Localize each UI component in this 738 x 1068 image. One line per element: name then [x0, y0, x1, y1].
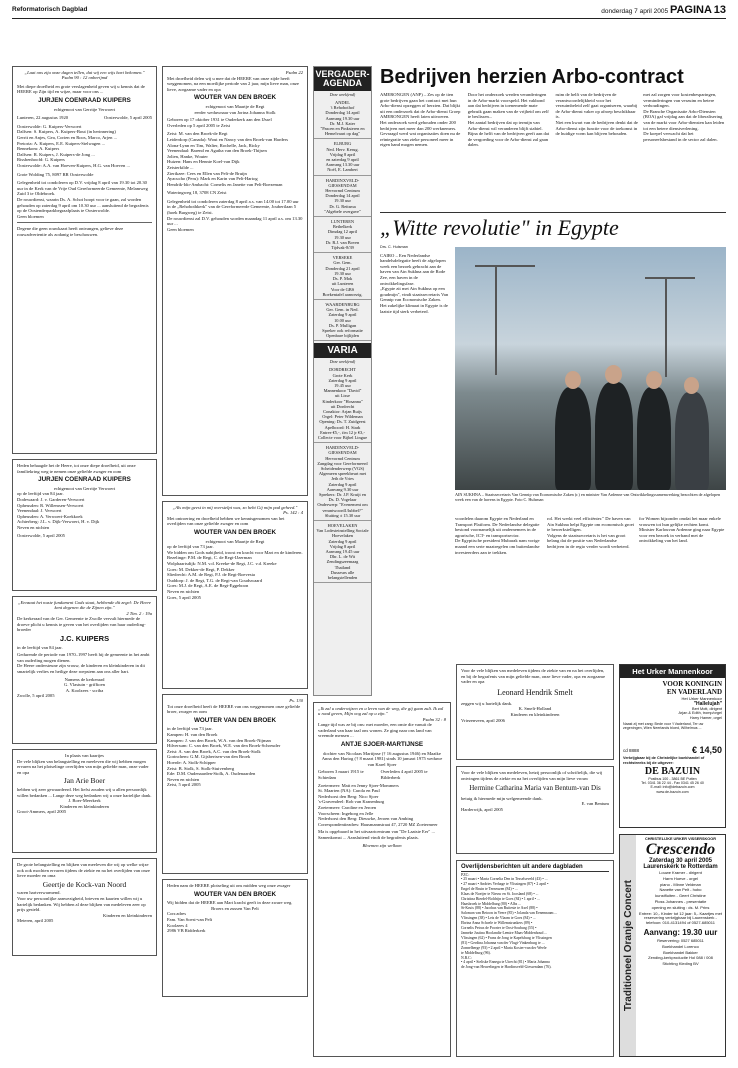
ad-line: kunstfluiten - Geert Christine: [655, 893, 706, 899]
age: in de leeftijd van 84 jaar.: [17, 644, 63, 650]
article-col: AMERONGEN (ANP) – Zes op de tien grote bedrijven gaan het contract met hun Arbo-dienst opzeggen of herzien. Dat blijkt uit een onderzoek dat de Arbo-dienst Groep AMERONGEN heeft laten uitvoeren. Het onderzoek werd gehouden onder 200 bedrijven met meer dan 200 werknemers. Gevraagd werd wat organisaties doen nu de reïntegratie van zieke personeel meer in eigen hand mogen nemen.: [380, 92, 461, 148]
ad-body: Heden behaagde het de Heere, tot onze diepe droefheid, uit onze familiekring weg te nemen onze geliefde zwager en oom: [17, 463, 136, 474]
died: Overleden 4 april 2005 te Bilderberk: [380, 769, 428, 780]
date-place: Groot-Ammers, april 2005: [17, 809, 67, 815]
deceased-name: Hermine Catharina Maria van Bentum-van Dis: [469, 784, 601, 793]
varia-subtitle: Deze week(end): [329, 359, 356, 365]
date-place: Oosterwolde, 5 april 2005: [17, 532, 65, 538]
person: [555, 387, 591, 490]
obituary-list-row: Vlissingen (38) • Leis de Vlaam te Goes (84) • ...: [461, 916, 536, 921]
obituary-list-row: te Middelburg (96).: [461, 950, 491, 955]
died: Oosterwolde, 5 april 2005: [104, 115, 152, 121]
family-list: Oosterwolde: G. Kuipers-Verwoert Dalfsen: S. Kuipers, A. Kuipers-Bout (in herinnering) Gerrit en Anjes, Gea, Corien en Roos, Marco, Arjen ... Pretoria: A. Kuipers, E.E. Kuipers-Stelwagen ... Bennekom: A. Kuipers Dalfsen: R. Kuipers, J. Kuipers-de Jong ... Rissbenhoofd: G. Kuipers Oosterwolde: A.A. van Hoeven-Kuipers, H.G. van Hoeven ...: [17, 123, 130, 168]
born: Geboren 3 maart 1915 te Schiedam: [318, 769, 364, 780]
age: op de leeftijd van 84 jaar.: [17, 491, 64, 497]
born: Lunteren, 22 augustus 1920: [17, 115, 69, 121]
date-place: Vriezenveen, april 2006: [461, 717, 505, 723]
ad-top: CHRISTELIJKE URKER VISSERSKOOR: [645, 837, 716, 841]
article-egypte-lead: [380, 245, 450, 511]
ad-side-title: Traditioneel Oranje Concert: [622, 879, 634, 1012]
quote-ref: Ps. 142 : 4: [283, 510, 303, 516]
deceased-name: ANTJE SJOER-MARTIJNSE: [340, 741, 424, 748]
page-number: 13: [713, 4, 726, 16]
ad-line2: EN VADERLAND: [666, 688, 722, 696]
page-header: [12, 4, 726, 19]
person: [675, 392, 709, 490]
ad-subtitle: dochter van Nicolaas Martijnse († 16 augustus 1946) en Maaike Anna den Hartog († 8 maart 1981) sinds 10 januari 1975 weduwe van Karel Sjoer: [321, 750, 443, 767]
address: Grote Wolding 75, 8097 RR Oosterwolde: [17, 171, 94, 177]
thank-you-ad-smelt: [456, 664, 614, 760]
obituary-ad-van-den-broek-2: [162, 501, 308, 689]
quote: „Als mijn geest in mij overstelpt was, zo hebt Gij mijn pad geheed.": [172, 505, 298, 510]
web: E-mail: info@debazuin.com www.de-bazuin.com: [650, 785, 695, 794]
article-egypte-body: [455, 516, 726, 656]
ad-line3: Het Urker Mannenkoor: [681, 696, 722, 701]
quote-ref: Psalm 32 : 8: [422, 716, 446, 722]
ad-text: betuig ik hiermede mijn welgemeende dank.: [461, 795, 543, 801]
family-list: Zeist: M. van den Broek-de Regt Leiderdorp (Canada): Wout en Nancy van den Broek-van Harders Alona-Lynn en Tim, Walter, Rochelle, Jack, Ricky Veenendaal: Barend en Agatha van den Broek-Thijsen Jolien, Hanke, Wouter Huizen: Hans en Hennie Koel-van Dijk Zeisterkilde ... Zierikzee: Cees en Ellen van Pelt-de Bruijn Ayacucho (Peru): Mark en Karin van Pelt-Hartog Hendrik-Ido-Ambacht: Cornelis en Janette van Pelt-Boezeman: [167, 131, 288, 187]
quote-ref: Psalm 22: [285, 70, 303, 75]
article-col: rol. Het werkt veel efficiënter." De haven van Ain Sukhna helpt Egypte om economisch groei te bewerkstelligen. Volgens de staatssecretaris is het van groot belang dat de positie van Nederlandse bedrijven in de regio verder wordt verbeterd.: [547, 516, 635, 549]
obituary-list-row: • 4 april • Sieliske Ennega te Utrecht (81) • Maria Johanna: [461, 960, 550, 965]
signed: Broers en zussen Van Pelt: [211, 905, 259, 911]
ad-line: Aanvang: 19.30 uur: [643, 927, 718, 937]
signed: Namens de kerkeraad G. Vlastuin - griffioen A. Koolzees - scriba: [64, 676, 105, 693]
varia-list: [314, 365, 371, 583]
shop-info: Verkrijgbaar bij de Christelijke boekhandel of rechtstreeks bij de uitgever:: [623, 756, 705, 765]
obituary-list-row: de Jong-van Heuvelingen te Hardinxveld-Giessendam (76).: [461, 965, 552, 970]
deceased-name: WOUTER VAN DEN BROEK: [193, 890, 277, 898]
family-list: Kampen: H. van den Broek Kampen: J. van den Broek, W.A. van den Broek-Nijman Hilversum: C. van den Broek, W.E. van den Broek-Schreuder Zeist: A. van den Broek, A.C. van den Broek-Stolk Gorinchem: G.M. Gijsbertsen-van den Broek Hoerde: A. Stolk-Schipper Zeist: B. Stolk, S. Stolk-Stuivenberg Ede: D.M. Oudenaarden-Stolk, A. Oudenaarden Neven en nichten: [167, 731, 281, 782]
deceased-name: WOUTER VAN DEN BROEK: [193, 94, 277, 102]
deceased-name: JURJEN COENRAAD KUIPERS: [38, 97, 131, 104]
ad-text: Gedurende de periode van 1970–1997 heeft hij de gemeente in het ambt van ouderling mogen dienen. De Heere ondersteune zijn vrouw, de kinderen en kleinkinderen in dit smartelijk verlies en heilige deze roepstem aan ons aller hart.: [17, 652, 150, 674]
issue-date: donderdag 7 april 2005: [601, 8, 669, 15]
ad-line: opening en sluiting : ds. M. Prins: [651, 904, 710, 910]
dates-row: [17, 115, 152, 121]
note: Bloemen zijn welkom: [362, 842, 402, 848]
ad-body: Voor de vele blijken van medeleven tijdens de ziekte van en na het overlijden, en bij de begrafenis van mijn geliefde man, onze lieve vader, opa en zorgzame vader en opa: [461, 668, 605, 685]
obituary-list-row: Zonnelberge (93) • 2 april • Maria Koster-van der Weele: [461, 945, 547, 950]
quote-ref: 2 Tim. 2 : 19a: [126, 610, 152, 616]
byline: Drs. C. Hulsman: [380, 245, 408, 249]
ad-date: Zaterdag 30 april 2005: [648, 858, 713, 864]
signed: E. van Bentum: [581, 801, 609, 807]
deceased-name: JURJEN COENRAAD KUIPERS: [38, 476, 131, 484]
signed: K. Smelt-Holland Kinderen en kleinkinderen: [510, 706, 560, 717]
ad-body: Met ontroering en droefheid hebben we kennisgenomen van het overlijden van onze geliefde zwager en oom: [167, 515, 285, 527]
ad-line: Louwe Kramer - dirigent: [659, 870, 702, 875]
ad-text: waren hartverwarmend. Voor uw persoonlijke aanwezigheid, brieven en kaarten willen wij u hartelijk bedanken. Wij hebben al deze blijken van medeleven zeer op prijs gesteld.: [17, 890, 146, 913]
ad-body: Met diepe droefheid en grote verslagenheid geven wij u kennis dat de HEERE op Zijn tijd en wijze, maar voor ons ...: [17, 83, 145, 95]
family-list: Dodewaard: J. v. Garderen-Verwoert Opheusden: R. Willemsen-Verwoert Veenendaal: J. Verwoert Opheusden: A. Verwoert-Koekkoek Achterberg: J.L. v. Dijk-Verwoert, H. v. Dijk Neven en nichten: [17, 496, 100, 530]
deceased-name: Jan Arie Boer: [63, 776, 106, 786]
ad-body: De kerkeraad van de Ger. Gemeente te Zwolle vervult hiermede de droeve plicht u kennis te geven van het overlijden van haar ouderling-broeder: [17, 616, 146, 633]
ad-line: piano - Minne Veldman: [660, 881, 701, 887]
agenda-item: WAARDENBURG Ger. Gem. in Ned. Zaterdag 9 april 10.00 uur Ds. P. Mulligan Spreker ook reformatie Openbare bijlijden: [314, 300, 371, 341]
article-col: ruim de helft van de bedrijven de verantwoordelijkheid voor het verzuimbeleid zelf gaat organiseren, waarbij de Arbo-dienst vaker op afroep beschikbaar is. Niet een kwart van de bedrijven denkt dat de Arbo-dienst zijn functie voor de toekomst in de huidige vorm kan blijven behouden.: [555, 92, 638, 137]
born: Geboren op 17 oktober 1931 te Ouderkerk aan den IJssel: [167, 117, 272, 123]
obituary-list-row: N.R.C:: [461, 955, 472, 960]
page-info: [601, 4, 726, 16]
ad-line: Stichting Kleding BV: [662, 961, 699, 967]
ad-body: Heden nam de HEERE plotseling uit ons midden weg onze zwager: [167, 883, 291, 888]
agenda-sidebar: [313, 66, 372, 696]
mannenkoor-ad: [619, 664, 726, 828]
ad-body: Met droefheid delen wij u mee dat de HEERE van onze zijde heeft weggenomen, na een moeilijke periode van 2 jaar, mijn lieve man, onze lieve, zorgzame vader en opa: [167, 75, 299, 92]
ad-line: Zending-kerkproductie Hol 088 / 008: [648, 955, 713, 961]
ad-text: We bidden om Gods nabijheid, troost en kracht voor Mart en de kinderen.: [167, 549, 303, 555]
deceased-name: Geertje de Kock-van Noord: [42, 879, 127, 889]
ad-body: Lange tijd was ze bij ons: met moeder, een omie die vanuit de vaderland van haar taal ons wonen. Ze ging naar ons land van vreemde mensen ...: [318, 722, 432, 739]
date-place: Meteren, april 2005: [17, 918, 54, 924]
ad-title: Crescendo: [645, 841, 716, 858]
date-place: Zeist, 5 april 2005: [167, 782, 201, 788]
ad-line1: VOOR KONINGIN: [662, 680, 722, 688]
article-photo: [455, 247, 726, 490]
overlijdensberichten-box: [456, 860, 614, 1057]
article-col: CAIRO – Een Nederlandse handelsdelegatie heeft de afgelopen week een bezoek gebracht aan de haven van Ain Sukhna aan de Rode Zee, een haven in de ontwikkelingsfase. „Egypte zit met Ain Sukhna op een goudmijn", vindt staatssecretaris Van Gennip van Economische Zaken. Het zakelijke klimaat in Egypte is de laatste tijd sterk verbeterd.: [380, 252, 449, 314]
obituary-list-row: Engel de Bruin te Terneuzen (84) • ...: [461, 886, 518, 891]
agenda-subtitle: Deze week(end): [329, 92, 356, 97]
ad-banner: Het Urker Mannenkoor: [620, 665, 725, 678]
note: Degene die geen rouwkaart heeft ontvangen, gelieve deze rouwadvertentie als zodanig te beschouwen.: [17, 226, 124, 237]
obituary-ad-1: [12, 66, 157, 454]
varia-title: VARIA: [314, 343, 371, 358]
agenda-list: [314, 98, 371, 341]
deceased-name: WOUTER VAN DEN BROEK: [193, 529, 277, 536]
phone: Tel. 0341 36 22 44 - Fax 0341 45 26 40: [641, 781, 704, 786]
obituary-ad-3: [12, 596, 157, 744]
deceased-name: J.C. KUIPERS: [59, 634, 110, 643]
article-headline: Bedrijven herzien Arbo-contract: [380, 66, 684, 88]
box-subtitle: PZC:: [461, 872, 470, 877]
obituary-list-row: Ebrina Anna Schoele te Willemstrunkers (89) •: [461, 921, 533, 926]
date-place: Zwolle, 5 april 2005: [17, 693, 55, 699]
ad-subtitle: echtgenoot van Gerritje Verwoert: [53, 106, 116, 112]
person: [595, 382, 633, 490]
thank-you-ad-van-bentum: [456, 766, 614, 854]
ad-subtitle: echtgenoot van Gerritje Verwoert: [53, 485, 116, 491]
ad-body: De vele blijken van belangstelling en meeleven die wij hebben mogen ervaren na het plotselinge overlijden van mijn geliefde man, onze vader en opa: [17, 758, 149, 775]
agenda-item: ELBURG Ned. Herv. Kerug. Vrijdag 8 april en zaterdag 9 april Aanvang 13.30 uur Noël, E. Lambert: [314, 139, 371, 175]
varia-item: HARDINXVELD-GIESSENDAM Hervormd Centrum Zangdag voor Gereformeerd Scheidenderwerp (VGS) Algemeen spreekbeurt met Jeth de Vries Zaterdag 9 april Aanvang 9.30 uur Sprekers: Dr. J.P. Kruijt en Ds. D. Vogelaar Onderwerp: "Evenement om verantwoord1/lubbel?" Sluiting ± 15.30 uur: [314, 443, 371, 521]
column-1: [12, 66, 157, 956]
age: in de leeftijd van 73 jaar.: [167, 726, 213, 732]
obituary-list-row: (81) • Gerdina Johanna van der Vlugt-Vinkenburg te ...: [461, 940, 545, 945]
obituary-list-row: St-Kruis (88) • Jacobus van Ruiteste te Axel (88) •: [461, 906, 538, 911]
details: Gelegenheid tot condoleren op D.V. vrijdag 8 april van 19.30 tot 20.30 uur in de Kerk van de Vrije Oud Gereformeerde Gemeente, Melamweg Zuid 3 te Oldebroek. De rouwdienst, waarin Ds. A. Schot hoopt voor te gaan, zal worden gehouden op zaterdag 9 april om 10.30 uur ... aansluitend de begrafenis op de Oostenderparkbegraafplaats te Oosterwolde. Geen bloemen: [17, 180, 149, 219]
order-code: cd 8888: [623, 747, 640, 753]
varia-item: DORDRECHT Grote Kerk Zaterdag 9 april 19.45 uur Mannenkoor "David" uit Lisse Kinderkoor "Hosanna" uit Dordrecht Conaktor: Arjan Ruijs Orgel: Peter Wildeman Opening: Ds. T. Zuidgeest Apelboord: H. Stark Entree €5,-, t/m 12 jr €3,- Collecte voor Bijbel Lingue: [314, 365, 371, 443]
deceased-name: WOUTER VAN DEN BROEK: [193, 716, 277, 724]
obituary-ad-van-den-broek-3: [162, 694, 308, 874]
age: op de leeftijd van 73 jaar.: [167, 544, 214, 550]
obituary-ad-sjoer: [313, 702, 451, 1057]
newspaper-name: Reformatorisch Dagblad: [12, 6, 88, 13]
crescendo-ad: [619, 834, 726, 1057]
price: € 14,50: [691, 745, 722, 756]
ad-lines: [638, 871, 723, 967]
obituary-ad-van-den-broek-1: [162, 66, 308, 496]
quote-ref: Ps. 130: [289, 698, 303, 703]
article-arbo: [380, 66, 726, 204]
quote: „Eenzaat het nuste fundament Gods staat, hebbende dit zegel: De Heere kent degenen die de Zijnen zijn.": [17, 600, 152, 611]
ad-body: Tot onze droefheid heeft de HEERE van ons weggenomen onze geliefde broer, zwager en oom: [167, 703, 301, 715]
agenda-item: ANDEL 't Rehobothof Donderdag 14 april Aanvang 19.30 uur Dr. M.J. Kater "Pascen en Pinksteren en Hemelvaart op dag": [314, 98, 371, 139]
address: Postbus 100 - 3861 BE Putten: [648, 777, 697, 782]
ad-line: Boekhandel Lorenco: [662, 943, 699, 949]
article-col: met zal zorgen voor kostenbesparingen, verminderingen van verzuim en betere verhoudingen. De Branche Organisatie Arbo-Diensten (BOA) gaf vrijdag aan dat de liberalisering van de markt voor Arbo-diensten kan leiden tot een betere dienstverlening. De koepel verwacht dat het personeelsbestand in de sector zal dalen.: [643, 92, 725, 142]
column-2: [162, 66, 308, 997]
obituary-ad-van-den-broek-4: [162, 879, 308, 997]
signed: Kinderen en kleinkinderen: [103, 912, 152, 918]
port-crane: [495, 265, 497, 375]
obituary-ad-2: [12, 459, 157, 591]
article-col: voordelen daarom Egypte en Nederland en Transport Platform. De Nederlandse delegatie bestond voornamelijk uit ondernemers in de agrarische, ICT- en transportsector. De Egyptische president Mubarak nam vorige maand een serie maatregelen om buitenlandse investeerders aan te trekken.: [455, 516, 540, 555]
ad-intro: In plaats van kaartjes: [65, 753, 104, 758]
article-col: Door het onderzoek werden veranderingen in de Arbo-markt voorspeld. Het vakbond aan dat bedrijven in toenemende mate gebruik gaan maken van de vrijheid om zelf te beslissen... Het aantal bedrijven dat op termijn van Arbo-dienst wil veranderen blijft stabiel. Bijna de helft van de bedrijven geeft aan dat de vergoeding voor de Arbo-dienst zal gaan dalen.: [467, 92, 550, 148]
family-list: Bezelinge: P.M. de Regt, C. de Regt-IJzerman Wolphaartsdijk: N.M. v.d. Kreeke-de Regt, J.C. v.d. Kreeke Goes: M. Dekker-de Regt, P. Dekker Sliedrecht: A.M. de Regt, P.J. de Regt-Roevesta Ouddorp: J. de Regt, T.G. de Regt-van Goudswaard Goes: M.J. de Regt, A.E. de Regt-Eggeboon Neven en nichten: [167, 555, 277, 594]
brand-logo: DE BAZUIN: [644, 766, 701, 778]
ad-text: Ma is opgebaard in het uitvaartcentrum van "De Laatste Eer" ... Samenkomst ... Aansluitend vindt de begrafenis plaats.: [318, 829, 435, 840]
date-place: Harderwijk, april 2005: [461, 806, 503, 812]
date-place: Goes, 5 april 2005: [167, 594, 201, 600]
obituary-list: [461, 877, 609, 970]
family-list: Zoetermeer: Matt en Jenny Sjoer-Mommers St. Maarten (NA): Carola en Paul Nederhorst den Berg: Nico Sjoer 's-Gravendeel: Rob van Kranenburg Zoetermeer: Caroline en Jeroen Voorscheen: Ingeborg en Jelle Nederhorst den Berg: Dieuwke, Jeroen van Ambing Correspondentieadres: Hausmannstraat 47, 2720 MZ Zoetermeer: [318, 782, 438, 827]
ad-text: zeggen wij u hartelijk dank.: [461, 700, 513, 706]
deceased-name: Leonard Hendrik Smelt: [497, 687, 573, 697]
ad-body: Voor de vele blijken van medeleven, hetzij persoonlijk of schriftelijk, die wij ontvingen tijdens de ziekte en na het overlijden van mijn lieve vrouw: [461, 770, 603, 781]
obituary-list-row: Christina Bierdel-Boldrijn te Goes (84) • 1 april • ...: [461, 896, 540, 901]
article-body: [380, 92, 726, 204]
ad-small: Naast zij met zang: Bede voor 't Vaderland, Ter uw zegeningen, Wien Neerlands bloed, Wilhelmus ...: [623, 722, 704, 731]
agenda-item: LUNTEREN Bethelkerk Dinsdag 12 april 19.30 uur Dr. R.J. van Boven Tijdvak-8/39: [314, 217, 371, 253]
article-col: for Women bijzonder omdat het maar enkele vrouwen tot hun gelijke rechten komt. Minister Karlouvan Ardenne ging naar Egypte voor een bezoek in verband met de ontwikkeling van het land.: [639, 516, 725, 544]
ad-text: Wij bidden dat de HEERE aan Mart kracht geeft in deze zware weg.: [167, 900, 293, 906]
ad-line: Boekhandel Bakker: [663, 949, 698, 955]
thank-you-ad-1: [12, 749, 157, 853]
ad-line: Nanette van Pelt - hobo: [659, 887, 702, 893]
person: [637, 387, 671, 490]
address: Corr.adres Fam. Van Soest-van Pelt Koolzees 4 2986 VB Ridderkerk: [167, 911, 213, 934]
ad-subtitle: echtgenoot van Maartje de Regt: [205, 538, 265, 544]
ad-line4: "Hallelujah": [693, 701, 722, 707]
ad-line: Harm Hoeve - orgel: [663, 875, 698, 881]
article-headline: „Witte revolutie" in Egypte: [380, 215, 619, 240]
obituary-list-row: Cornelis Petrus de Poorter te Oost-Souburg (55) •: [461, 926, 537, 931]
agenda-item: HARDINXVELD-GIESSENDAM Hervormd Centrum Donderdag 14 april 19.30 uur Dr. G. Reitsma "Algebele overgave": [314, 176, 371, 217]
ad-line: Entree: 10,- Kinder tot 12 jaar: 5,- Kaartjes met reservering verkrijgbaar bij Laurenskerk - telefoon: 010-4131494 of 0527-685011: [639, 910, 722, 926]
varia-item: HOEVELAKEN Van Lodesteinstelling Sociale Hoevelaken Zaterdag 9 april Vrijdag 8 april Aanvang 19.45 uur Dhr. L. de Wit Zendingszeemaag Thailand Dusseurs alle belangstellenden: [314, 521, 371, 583]
ad-subtitle: echtgenoot van Maartje de Regt eerder weduwnaar van Jorina Johanna Stolk: [194, 103, 276, 115]
ad-line: Reservering: 0527 685011: [657, 937, 704, 943]
article-egypte: [380, 212, 726, 240]
obituary-list-row: Salomon van Betoon in Veere (85) • Jolanda van Eenennaam ...: [461, 911, 558, 916]
obituary-list-row: Klaas de Noeijer te Nieuw en St. Joosland (68) • ...: [461, 891, 539, 896]
ad-venue: Laurenskerk te Rotterdam: [643, 864, 718, 870]
ad-body: De grote belangstelling en blijken van meeleven die wij op welke wijze ook ook mochten ervaren tijdens de ziekte en na het overlijden van onze lieve moeder en oma: [17, 862, 150, 879]
ad-line: Ploss Johannes - presentatie: [654, 898, 707, 904]
photo-caption: AIN SUKHNA – Staatssecretaris Van Gennip van Economische Zaken (r.) en minister Van Ardenne van Ontwikkelingssamenwerking bezochten de afgelopen week een van de havens in Egypte. Foto C. Hulsman: [455, 492, 721, 502]
page-label: PAGINA: [669, 4, 712, 16]
obituary-list-row: • 27 maart • Andries Verhage te Vlissingen (87) • 2 april •: [461, 881, 549, 886]
agenda-item: VERSEKE Ger. Gem. Donderdag 21 april 19.30 uur Ds. P. Mok uit Lunteren Voor de GBS Boekentafel aanwezig.: [314, 253, 371, 300]
quote-ref: Psalm 90 : 12 onberijmd: [61, 75, 108, 81]
quote: „Ik zal u onderwijzen en u leren van de weg, die gij gaan zult. Ik zal u raad geven, Mijn oog zal op u zijn.": [318, 706, 444, 717]
obituary-list-row: Vlissingen (62) • Frans de Jong te Kapelsburg te Vlissingen: [461, 935, 552, 940]
box-title: Overlijdensberichten uit andere dagbladen: [461, 864, 609, 872]
thank-you-ad-2: [12, 858, 157, 956]
ad-line5: Bert Mott, dirigent Arjan & Edith, tromp/orgel Harry Hamer, orgel: [678, 707, 722, 720]
details: Gelegenheid tot condoleren zaterdag 8 april a.s. van 14.00 tot 17.00 uur in de „Rehobothkerk" van de Gereformeerde Gemeente, Joubertlaan 5 (hoek Burgweg) te Zeist. De rouwdienst zal D.V. gehouden worden maandag 11 april a.s. om 13.30 uur ... Geen bloemen: [167, 198, 303, 232]
obituary-list-row: • 25 maart • Maria Cornelia Den in Tesselseveld (43) • ...: [461, 877, 548, 881]
address: Wateringweg 18, 3708 CN Zeist: [167, 190, 227, 196]
died: Overleden op 5 april 2005 te Zeist: [167, 122, 231, 128]
obituary-list-row: Haasbroek te Middelburg (80) • Albs ...: [461, 901, 521, 906]
ad-text: hebben wij zeer gewaardeerd. Het liefst zouden wij u allen persoonlijk willen bedanken ... Lange deze weg bedanken wij u onze hartelijke dank.: [17, 786, 152, 798]
obituary-list-row: Janneke Justina Hoolandis-Lemire Maas-Middenhoud ...: [461, 930, 548, 935]
quote: „Laat ons ziju onze dagen tellen, dat wij een wijs hart bekomen.": [24, 70, 145, 75]
signed: J. Boer-Meerkerk Kinderen en kleinkinderen: [60, 798, 109, 809]
agenda-title: VERGADER-AGENDA: [314, 67, 371, 91]
